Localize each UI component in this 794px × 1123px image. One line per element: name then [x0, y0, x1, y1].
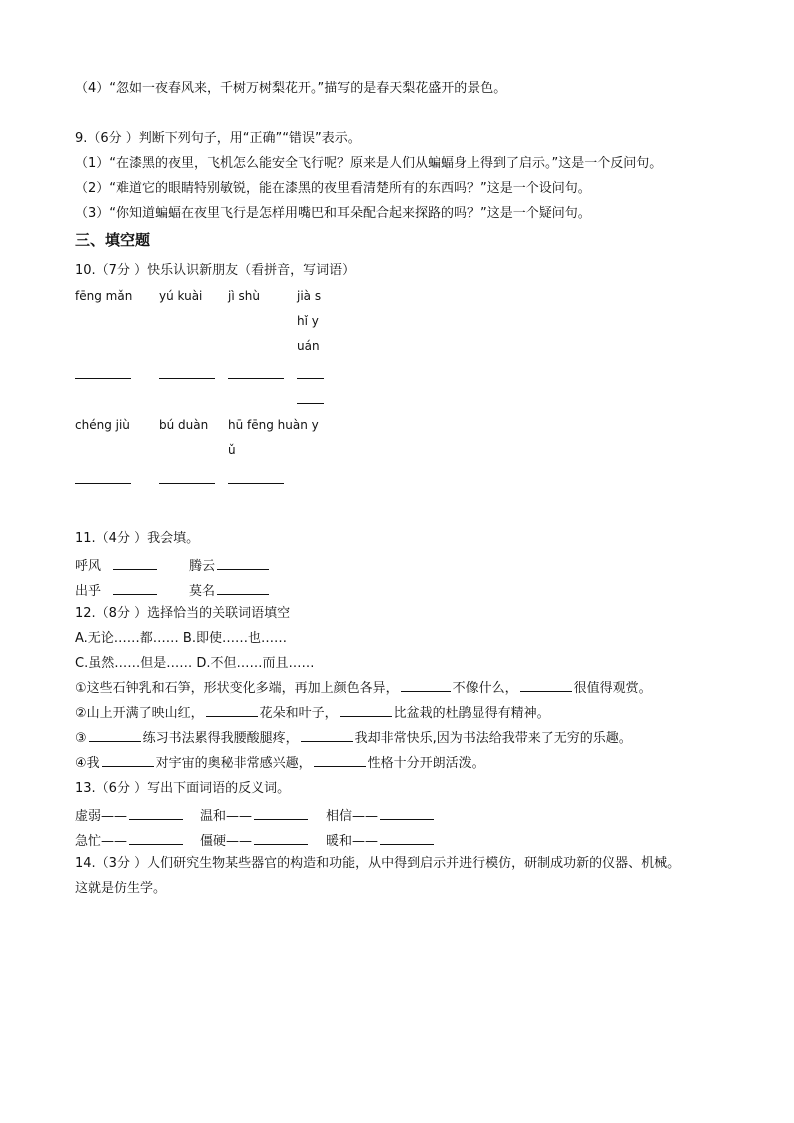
- answer-blank[interactable]: [314, 765, 366, 767]
- q11-item: 呼风: [75, 555, 159, 574]
- pinyin-4c: uán: [297, 339, 320, 353]
- pinyin-2: yú kuài: [159, 289, 203, 303]
- answer-blank[interactable]: [159, 483, 215, 484]
- q12-sentence-1: ①这些石钟乳和石笋，形状变化多端，再加上颜色各异， 不像什么， 很值得观赏。: [75, 681, 652, 696]
- answer-blank[interactable]: [75, 378, 131, 379]
- q8-item-4: （4）“忽如一夜春风来，千树万树梨花开。”描写的是春天梨花盛开的景色。: [75, 81, 507, 96]
- pinyin-7b: ǔ: [228, 443, 236, 457]
- pinyin-4b: hǐ y: [297, 314, 319, 328]
- answer-blank[interactable]: [206, 715, 258, 717]
- q12-sentence-4: ④我 对宇宙的奥秘非常感兴趣， 性格十分开朗活泼。: [75, 756, 485, 771]
- q11-title: 11.（4分 ）我会填。: [75, 531, 200, 546]
- q13-item: 暖和——: [326, 830, 436, 849]
- answer-blank[interactable]: [380, 843, 434, 845]
- q12-sentence-3: ③ 练习书法累得我腰酸腿疼， 我却非常快乐,因为书法给我带来了无穷的乐趣。: [75, 731, 632, 746]
- q11-item: 腾云: [189, 555, 271, 574]
- answer-blank[interactable]: [113, 593, 157, 595]
- q13-item: 虚弱——: [75, 805, 185, 824]
- pinyin-4a: jià s: [297, 289, 322, 303]
- answer-blank[interactable]: [129, 818, 183, 820]
- q12-options-ab: A.无论……都…… B.即使……也……: [75, 631, 287, 646]
- q13-item: 急忙——: [75, 830, 185, 849]
- q11-item: 莫名: [189, 580, 271, 599]
- q9-title: 9.（6分 ）判断下列句子，用“正确”“错误”表示。: [75, 131, 361, 146]
- q10-title: 10.（7分 ）快乐认识新朋友（看拼音，写词语）: [75, 263, 356, 278]
- answer-blank[interactable]: [340, 715, 392, 717]
- section-title: 三、填空题: [75, 231, 151, 249]
- answer-blank[interactable]: [113, 568, 157, 570]
- answer-blank[interactable]: [75, 483, 131, 484]
- pinyin-6: bú duàn: [159, 418, 209, 432]
- q14-line-1: 14.（3分 ）人们研究生物某些器官的构造和功能，从中得到启示并进行模仿，研制成功新的仪器、机械。: [75, 856, 681, 871]
- answer-blank[interactable]: [301, 740, 353, 742]
- pinyin-7a: hū fēng huàn y: [228, 418, 319, 432]
- answer-blank[interactable]: [89, 740, 141, 742]
- answer-blank[interactable]: [217, 568, 269, 570]
- answer-blank[interactable]: [297, 378, 324, 379]
- q9-item-1: （1）“在漆黑的夜里，飞机怎么能安全飞行呢？原来是人们从蝙蝠身上得到了启示。”这是一个反问句。: [75, 156, 663, 171]
- answer-blank[interactable]: [254, 843, 308, 845]
- q12-title: 12.（8分 ）选择恰当的关联词语填空: [75, 606, 291, 621]
- answer-blank[interactable]: [159, 378, 215, 379]
- q12-options-cd: C.虽然……但是…… D.不但……而且……: [75, 656, 315, 671]
- q13-item: 僵硬——: [200, 830, 310, 849]
- q13-title: 13.（6分 ）写出下面词语的反义词。: [75, 781, 291, 796]
- pinyin-3: jì shù: [228, 289, 260, 303]
- answer-blank[interactable]: [254, 818, 308, 820]
- q13-item: 温和——: [200, 805, 310, 824]
- q13-item: 相信——: [326, 805, 436, 824]
- pinyin-1: fēng mǎn: [75, 289, 133, 303]
- answer-blank[interactable]: [380, 818, 434, 820]
- answer-blank[interactable]: [228, 378, 284, 379]
- q9-item-2: （2）“难道它的眼睛特别敏锐，能在漆黑的夜里看清楚所有的东西吗？”这是一个设问句。: [75, 181, 591, 196]
- pinyin-5: chéng jiù: [75, 418, 130, 432]
- answer-blank[interactable]: [217, 593, 269, 595]
- answer-blank[interactable]: [102, 765, 154, 767]
- q14-line-2: 这就是仿生学。: [75, 881, 167, 896]
- answer-blank[interactable]: [228, 483, 284, 484]
- q11-item: 出乎: [75, 580, 159, 599]
- answer-blank[interactable]: [520, 690, 572, 692]
- q12-sentence-2: ②山上开满了映山红， 花朵和叶子， 比盆栽的杜鹃显得有精神。: [75, 706, 550, 721]
- answer-blank[interactable]: [297, 403, 324, 404]
- q9-item-3: （3）“你知道蝙蝠在夜里飞行是怎样用嘴巴和耳朵配合起来探路的吗？”这是一个疑问句。: [75, 206, 591, 221]
- answer-blank[interactable]: [129, 843, 183, 845]
- answer-blank[interactable]: [401, 690, 451, 692]
